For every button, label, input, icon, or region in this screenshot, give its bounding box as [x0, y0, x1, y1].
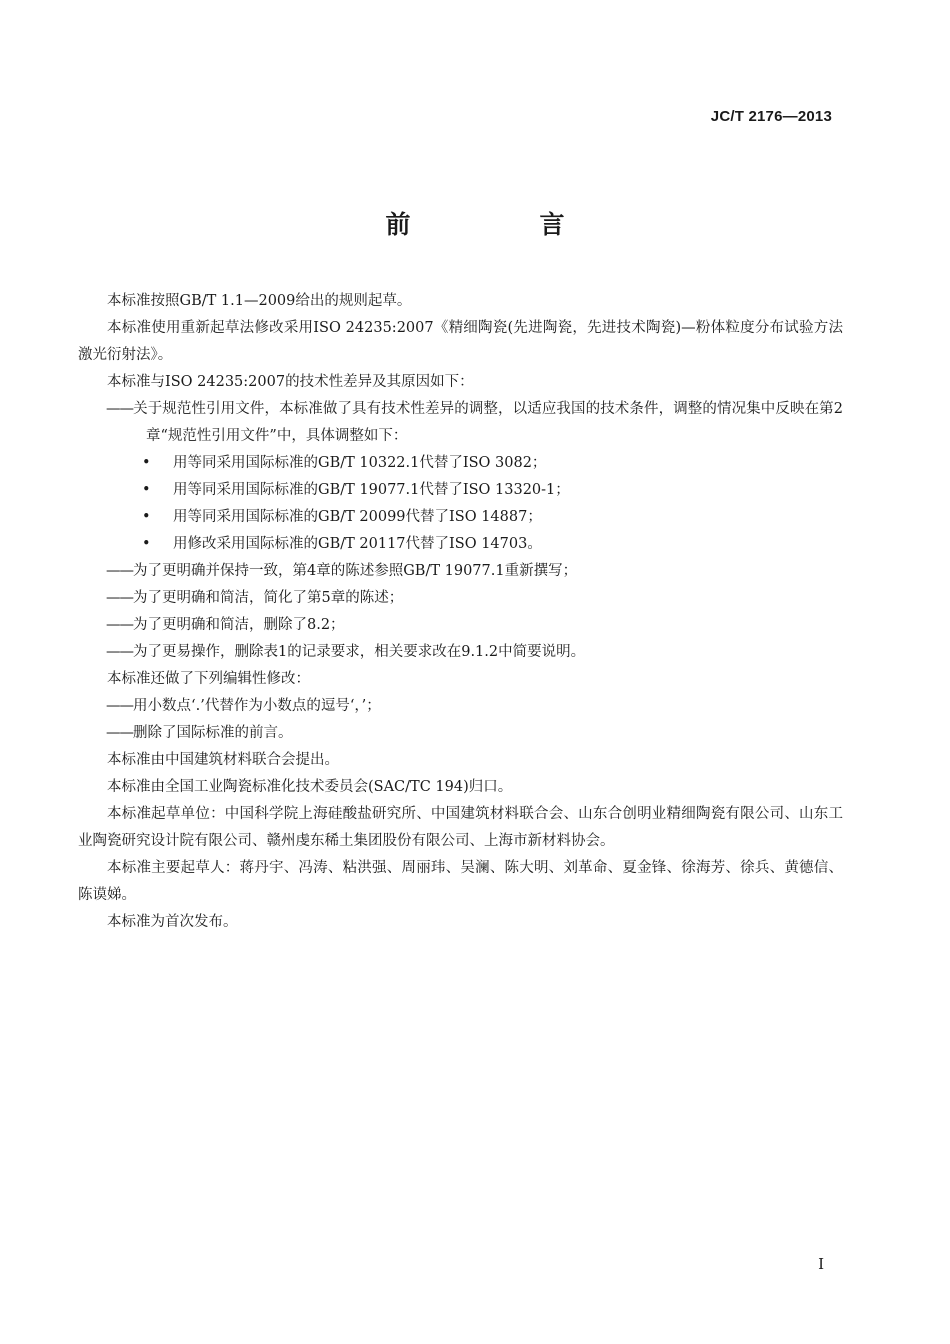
- dash-mark: ——: [106, 617, 133, 633]
- dash-item-text: 删除了国际标准的前言。: [133, 725, 293, 741]
- dash-item-text: 为了更明确并保持一致，第4章的陈述参照GB/T 19077.1重新撰写；: [133, 563, 578, 579]
- dash-item-foreword-removed: [78, 720, 843, 747]
- standard-number: JC/T 2176—2013: [710, 108, 832, 125]
- bullet-item: [78, 531, 843, 558]
- dash-mark: ——: [106, 563, 133, 579]
- bullet-icon: •: [142, 482, 151, 498]
- paragraph-first-edition: 本标准为首次发布。: [107, 914, 238, 930]
- bullet-icon: •: [142, 536, 151, 552]
- bullet-item: [78, 450, 843, 477]
- dash-item-text: 为了更明确和简洁，简化了第5章的陈述；: [133, 590, 404, 606]
- dash-item-clause82: [78, 612, 843, 639]
- paragraph-drafting-rules: 本标准按照GB/T 1.1—2009给出的规则起草。: [107, 293, 412, 309]
- bullet-item-text: 用等同采用国际标准的GB/T 20099代替了ISO 14887；: [173, 509, 542, 525]
- paragraph-adoption: 本标准使用重新起草法修改采用ISO 24235:2007《精细陶瓷(先进陶瓷，先进技术陶瓷)—粉体粒度分布试验方法 激光衍射法》。: [78, 320, 843, 363]
- dash-mark: ——: [106, 644, 133, 660]
- dash-mark: ——: [106, 401, 133, 417]
- bullet-item: [78, 504, 843, 531]
- bullet-item-text: 用等同采用国际标准的GB/T 10322.1代替了ISO 3082；: [173, 455, 547, 471]
- dash-mark: ——: [106, 590, 133, 606]
- dash-item-chapter4: [78, 558, 843, 585]
- page-title: 前 言: [385, 210, 617, 239]
- dash-mark: ——: [106, 725, 133, 741]
- dash-item-text: 为了更易操作，删除表1的记录要求，相关要求改在9.1.2中简要说明。: [133, 644, 586, 660]
- dash-mark: ——: [106, 698, 133, 714]
- page-number: I: [818, 1255, 824, 1273]
- paragraph-drafting-organizations: 本标准起草单位：中国科学院上海硅酸盐研究所、中国建筑材料联合会、山东合创明业精细陶瓷有限公司、山东工业陶瓷研究设计院有限公司、赣州虔东稀土集团股份有限公司、上海市新材料协会。: [78, 806, 843, 849]
- bullet-icon: •: [142, 509, 151, 525]
- dash-item-decimal-point: [78, 693, 843, 720]
- dash-item-chapter5: [78, 585, 843, 612]
- dash-item-table1: [78, 639, 843, 666]
- bullet-icon: •: [142, 455, 151, 471]
- dash-item-text: 为了更明确和简洁，删除了8.2；: [133, 617, 345, 633]
- bullet-item-text: 用修改采用国际标准的GB/T 20117代替了ISO 14703。: [173, 536, 542, 552]
- paragraph-editorial-intro: 本标准还做了下列编辑性修改：: [107, 671, 310, 687]
- paragraph-proposed-by: 本标准由中国建筑材料联合会提出。: [107, 752, 339, 768]
- paragraph-differences-intro: 本标准与ISO 24235:2007的技术性差异及其原因如下：: [107, 374, 474, 390]
- dash-item-text: 关于规范性引用文件，本标准做了具有技术性差异的调整，以适应我国的技术条件，调整的情况集中反映在第2章“规范性引用文件”中，具体调整如下：: [133, 401, 843, 444]
- bullet-item-text: 用等同采用国际标准的GB/T 19077.1代替了ISO 13320-1；: [173, 482, 570, 498]
- bullet-item: [78, 477, 843, 504]
- paragraph-drafters: 本标准主要起草人：蒋丹宇、冯涛、粘洪强、周丽玮、吴澜、陈大明、刘革命、夏金锋、徐海芳、徐兵、黄德信、陈谟娣。: [78, 860, 843, 903]
- dash-item-text: 用小数点‘.’代替作为小数点的逗号‘，’；: [133, 698, 381, 714]
- dash-item-normative-references: [78, 396, 843, 450]
- paragraph-technical-committee: 本标准由全国工业陶瓷标准化技术委员会(SAC/TC 194)归口。: [107, 779, 513, 795]
- foreword-body: [78, 288, 843, 936]
